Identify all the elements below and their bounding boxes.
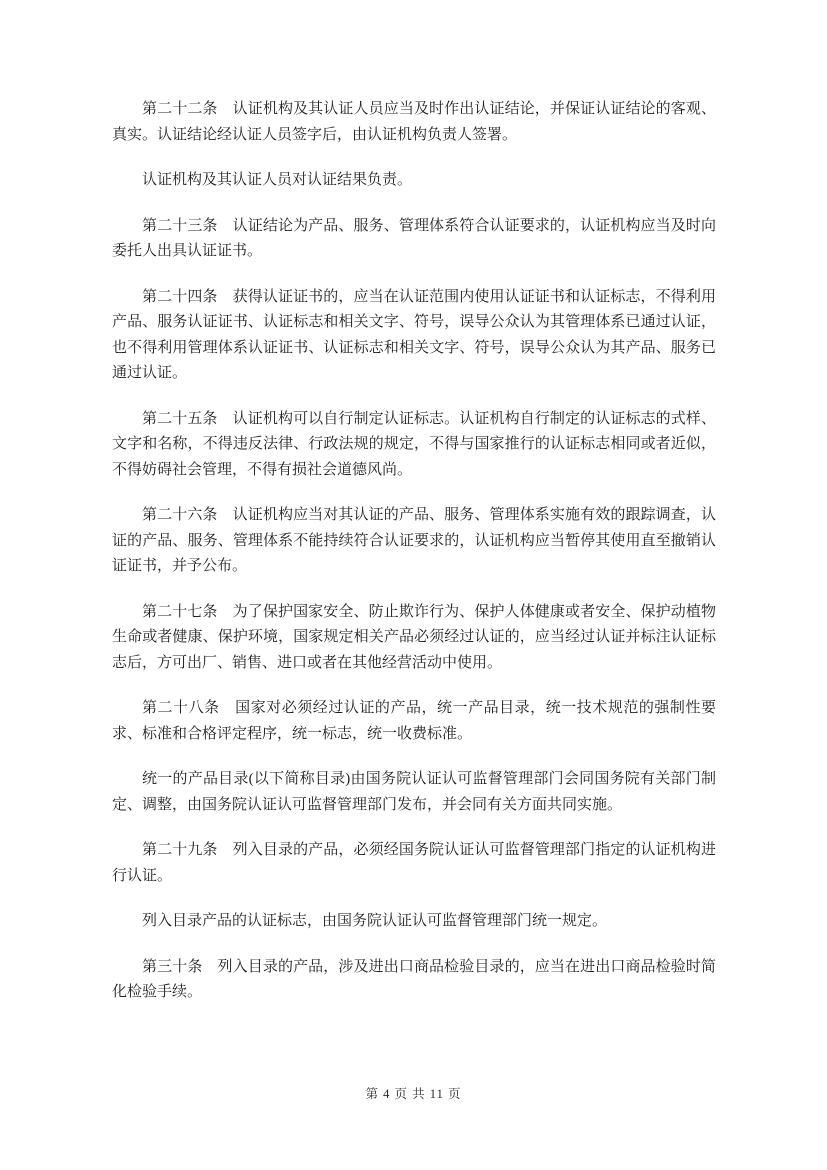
page-number-text: 第 4 页 共 11 页 bbox=[365, 1087, 462, 1101]
paragraph-article-29-clause-2: 列入目录产品的认证标志，由国务院认证认可监督管理部门统一规定。 bbox=[142, 913, 608, 929]
paragraph-article-25: 第二十五条 认证机构可以自行制定认证标志。认证机构自行制定的认证标志的式样、文字和名称，不得违反法律、行政法规的规定，不得与国家推行的认证标志相同或者近似，不得妨碍社会管理，不得有损社会道德风尚。 bbox=[112, 410, 716, 478]
paragraph-article-26: 第二十六条 认证机构应当对其认证的产品、服务、管理体系实施有效的跟踪调查，认证的产品、服务、管理体系不能持续符合认证要求的，认证机构应当暂停其使用直至撤销认证证书，并予公布。 bbox=[112, 507, 716, 574]
paragraph-article-22: 第二十二条 认证机构及其认证人员应当及时作出认证结论，并保证认证结论的客观、真实。认证结论经认证人员签字后，由认证机构负责人签署。 bbox=[112, 101, 716, 143]
paragraph-article-28-clause-2: 统一的产品目录(以下简称目录)由国务院认证认可监督管理部门会同国务院有关部门制定、调整，由国务院认证认可监督管理部门发布，并会同有关方面共同实施。 bbox=[112, 771, 716, 813]
paragraph-article-23: 第二十三条 认证结论为产品、服务、管理体系符合认证要求的，认证机构应当及时向委托人出具认证证书。 bbox=[112, 217, 716, 259]
paragraph-article-28: 第二十八条 国家对必须经过认证的产品，统一产品目录，统一技术规范的强制性要求、标准和合格评定程序，统一标志，统一收费标准。 bbox=[112, 700, 716, 742]
page-footer bbox=[0, 1084, 827, 1102]
paragraph-article-22-clause-2: 认证机构及其认证人员对认证结果负责。 bbox=[142, 172, 413, 188]
paragraph-article-29: 第二十九条 列入目录的产品，必须经国务院认证认可监督管理部门指定的认证机构进行认证。 bbox=[112, 842, 716, 884]
paragraph-article-24: 第二十四条 获得认证证书的，应当在认证范围内使用认证证书和认证标志，不得利用产品、服务认证证书、认证标志和相关文字、符号，误导公众认为其管理体系已通过认证，也不得利用管理体系认证证书、认证标志和相关文字、符号，误导公众认为其产品、服务已通过认证。 bbox=[112, 288, 716, 381]
paragraph-article-27: 第二十七条 为了保护国家安全、防止欺诈行为、保护人体健康或者安全、保护动植物生命或者健康、保护环境，国家规定相关产品必须经过认证的，应当经过认证并标注认证标志后，方可出厂、销售、进口或者在其他经营活动中使用。 bbox=[112, 603, 716, 671]
paragraph-article-30: 第三十条 列入目录的产品，涉及进出口商品检验目录的，应当在进出口商品检验时简化检验手续。 bbox=[112, 958, 716, 1000]
document-body bbox=[112, 97, 716, 1026]
